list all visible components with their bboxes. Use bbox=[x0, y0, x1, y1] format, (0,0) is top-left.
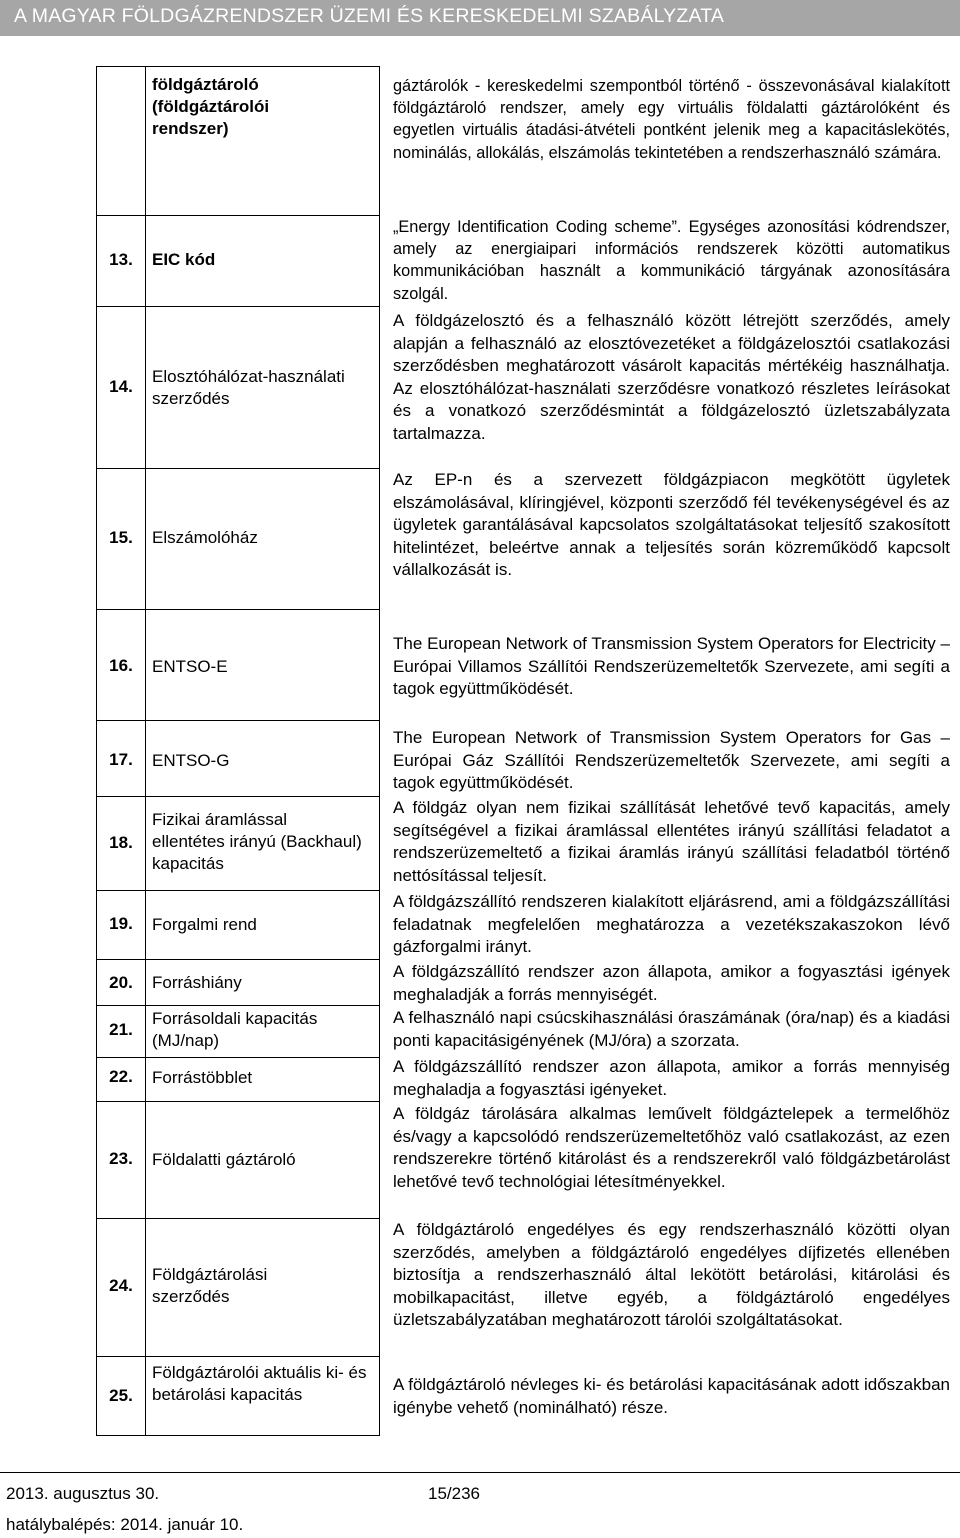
definition-text: The European Network of Transmission System Operators for Gas – Európai Gáz Szállítói Rendszerüzemeltetők Szervezete, ami segíti a tagok együttműködését. bbox=[393, 728, 950, 792]
definition-text: „Energy Identification Coding scheme”. Egységes azonosítási kódrendszer, amely az energiaipari információs rendszerek közötti automatikus kommunikációban használt a kommunikáció tárgyának azonosítására szolgál. bbox=[393, 218, 950, 303]
row-divider bbox=[96, 1101, 380, 1102]
entry-number: 21. bbox=[109, 1020, 133, 1039]
term-label: Földalatti gáztároló bbox=[152, 1150, 296, 1169]
definition-text: The European Network of Transmission System Operators for Electricity – Európai Villamos Szállítói Rendszerüzemeltetők Szervezete, ami segíti a tagok együttműködését. bbox=[393, 634, 950, 698]
row-divider bbox=[96, 609, 380, 610]
term-label: Elszámolóház bbox=[152, 528, 258, 547]
row-divider bbox=[96, 1005, 380, 1006]
row-divider bbox=[96, 1218, 380, 1219]
entry-number: 18. bbox=[109, 833, 133, 852]
entry-number: 15. bbox=[109, 528, 133, 547]
term-label: Elosztóhálózat-használati szerződés bbox=[152, 367, 345, 408]
definition-text: A földgáz olyan nem fizikai szállítását lehetővé tevő kapacitás, amely segítségével a fizikai áramlással ellentétes irányú szállítási feladatot a rendszerüzemeltető a fizikai áramlás irányú szállítási feladatból történő nettósítással teljesít. bbox=[393, 798, 950, 885]
row-divider bbox=[96, 796, 380, 797]
term-label: Forgalmi rend bbox=[152, 915, 257, 934]
page-header-bar bbox=[0, 0, 960, 36]
row-divider bbox=[96, 959, 380, 960]
definition-text: gáztárolók - kereskedelmi szempontból történő - összevonásával kialakított földgáztároló rendszer, amely egy virtuális földalatti gáztárolóként és egyetlen virtuális átadási-átvételi pontként jelenik meg a kapacitáslekötés, nominálás, allokálás, elszámolás tekintetében a rendszerhasználó számára. bbox=[393, 77, 950, 162]
definition-text: A földgázelosztó és a felhasználó között létrejött szerződés, amely alapján a felhasználó az elosztóvezetéket a földgázelosztói csatlakozási szerződésben meghatározott vásárolt kapacitás mértékéig használhatja. Az elosztóhálózat-használati szerződésre vonatkozó részletes leírásokat és a vonatkozó szerződésmintát a földgázelosztó üzletszabályzata tartalmazza. bbox=[393, 311, 950, 443]
term-label: Forrástöbblet bbox=[152, 1068, 253, 1087]
term-label: Földgáztárolási szerződés bbox=[152, 1265, 268, 1306]
entry-number: 16. bbox=[109, 656, 133, 675]
term-label: EIC kód bbox=[152, 250, 216, 269]
definition-text: A földgázszállító rendszer azon állapota, amikor a fogyasztási igények meghaladják a forrás mennyiségét. bbox=[393, 962, 950, 1004]
entry-number: 23. bbox=[109, 1149, 133, 1168]
document-title: A MAGYAR FÖLDGÁZRENDSZER ÜZEMI ÉS KERESKEDELMI SZABÁLYZATA bbox=[14, 5, 725, 27]
term-label: ENTSO-G bbox=[152, 751, 230, 770]
term-label: Földgáztárolói aktuális ki- és betárolási kapacitás bbox=[152, 1363, 367, 1404]
entry-number: 22. bbox=[109, 1067, 133, 1086]
footer-rule bbox=[0, 1472, 960, 1473]
entry-number: 13. bbox=[109, 250, 133, 269]
term-label: Forrásoldali kapacitás (MJ/nap) bbox=[152, 1009, 318, 1050]
row-divider bbox=[96, 1057, 380, 1058]
definition-text: Az EP-n és a szervezett földgázpiacon megkötött ügyletek elszámolásával, klíringjével, központi szerződő fél tevékenységével és az ügyletek garantálásával kapcsolatos szolgáltatásokat teljesítő szakosított hitelintézet, beleértve annak a teljesítés során közreműködő kapcsolt vállalkozását is. bbox=[393, 470, 950, 579]
entry-number: 24. bbox=[109, 1276, 133, 1295]
entry-number: 19. bbox=[109, 914, 133, 933]
footer-page-number: 15/236 bbox=[428, 1484, 480, 1503]
definition-text: A földgázszállító rendszer azon állapota, amikor a forrás mennyiség meghaladja a fogyasztási igényeket. bbox=[393, 1057, 950, 1099]
term-label: földgáztároló (földgáztárolói rendszer) bbox=[152, 75, 270, 138]
definition-text: A felhasználó napi csúcskihasználási óraszámának (óra/nap) és a kiadási ponti kapacitásigényének (MJ/óra) a szorzata. bbox=[393, 1008, 950, 1050]
column-divider-1 bbox=[145, 66, 146, 1436]
term-label: ENTSO-E bbox=[152, 657, 228, 676]
definition-text: A földgáztároló névleges ki- és betárolási kapacitásának adott időszakban igénybe vehető (nominálható) része. bbox=[393, 1375, 950, 1417]
footer-effective-date: hatálybalépés: 2014. január 10. bbox=[6, 1515, 244, 1534]
definition-text: A földgázszállító rendszeren kialakított eljárásrend, ami a földgázszállítási feladatnak megfelelően meghatározza a vezetékszakaszokon lévő gázforgalmi irányt. bbox=[393, 892, 950, 956]
row-divider bbox=[96, 890, 380, 891]
entry-number: 14. bbox=[109, 377, 133, 396]
term-label: Fizikai áramlással ellentétes irányú (Backhaul) kapacitás bbox=[152, 810, 362, 873]
definition-text: A földgáz tárolására alkalmas leművelt földgáztelepek a termelőhöz és/vagy a kapcsolódó rendszerüzemeltetőhöz való csatlakozást, az ezen rendszerekre történő kitárolást és a rendszerekről való földgázbetárolást lehetővé tevő technológiai létesítményekkel. bbox=[393, 1104, 950, 1191]
term-label: Forráshiány bbox=[152, 973, 242, 992]
row-divider bbox=[96, 1356, 380, 1357]
definition-text: A földgáztároló engedélyes és egy rendszerhasználó közötti olyan szerződés, amelyben a földgáztároló engedélyes díjfizetés ellenében biztosítja a rendszerhasználó által lekötött betárolási, kitárolási és mobilkapacitást, illetve egyéb, a földgáztároló engedélyes üzletszabályzatában meghatározott tárolói szolgáltatásokat. bbox=[393, 1220, 950, 1329]
entry-number: 25. bbox=[109, 1386, 133, 1405]
entry-number: 17. bbox=[109, 750, 133, 769]
row-divider bbox=[96, 468, 380, 469]
row-divider bbox=[96, 720, 380, 721]
entry-number: 20. bbox=[109, 973, 133, 992]
row-divider bbox=[96, 306, 380, 307]
column-divider-2 bbox=[379, 66, 380, 1436]
footer-date: 2013. augusztus 30. bbox=[6, 1484, 160, 1503]
row-divider bbox=[96, 215, 380, 216]
